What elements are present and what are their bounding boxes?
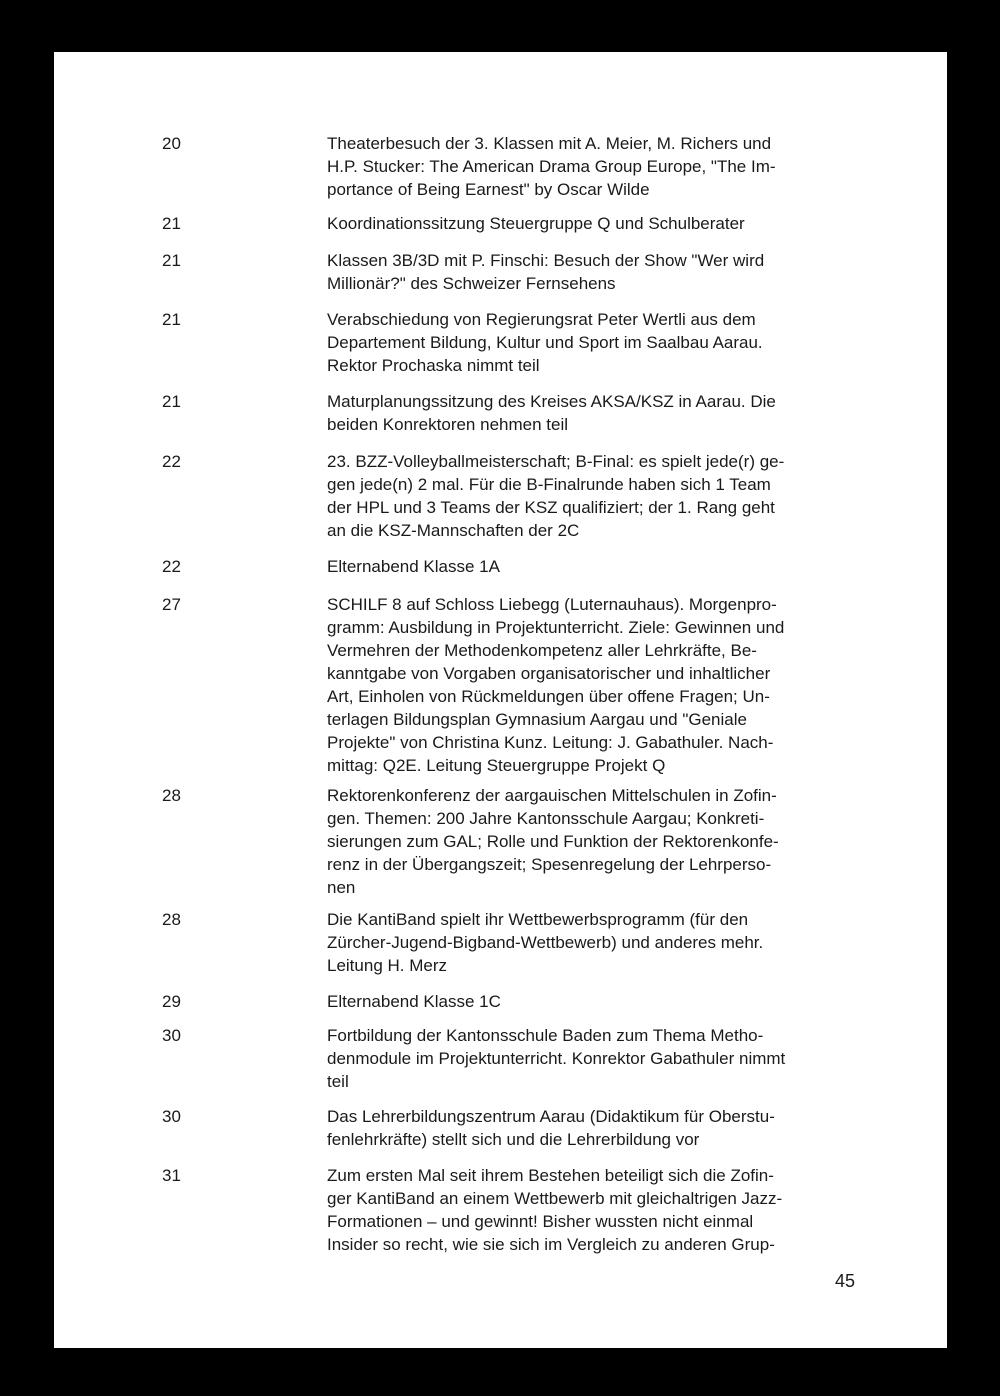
- entry-day: 30: [162, 1026, 181, 1045]
- entry-day: 21: [162, 392, 181, 411]
- entry-text: Klassen 3B/3D mit P. Finschi: Besuch der Show "Wer wird Millionär?" des Schweizer Fernsehens: [327, 251, 765, 293]
- document-page: [54, 52, 947, 1348]
- entry-day: 22: [162, 452, 181, 471]
- entry-day: 21: [162, 214, 181, 233]
- entry-text: Verabschiedung von Regierungsrat Peter Wertli aus dem Departement Bildung, Kultur und Sport im Saalbau Aarau. Rektor Prochaska nimmt teil: [327, 310, 763, 375]
- entry-text: Elternabend Klasse 1C: [327, 992, 501, 1011]
- entry-day: 29: [162, 992, 181, 1011]
- chronicle-list: [54, 52, 947, 1348]
- entry-day: 31: [162, 1166, 181, 1185]
- entry-text: 23. BZZ-Volleyballmeisterschaft; B-Final: es spielt jede(r) ge- gen jede(n) 2 mal. Für die B-Finalrunde haben sich 1 Team der HPL und 3 Teams der KSZ qualifiziert; der 1. Rang geht an die KSZ-Mannschaften der 2C: [327, 452, 785, 540]
- entry-day: 28: [162, 786, 181, 805]
- entry-text: Theaterbesuch der 3. Klassen mit A. Meier, M. Richers und H.P. Stucker: The American Drama Group Europe, "The Im- portance of Being Earnest" by Oscar Wilde: [327, 134, 776, 199]
- entry-text: Rektorenkonferenz der aargauischen Mittelschulen in Zofin- gen. Themen: 200 Jahre Kantonsschule Aargau; Konkreti- sierungen zum GAL; Rolle und Funktion der Rektorenkonfe- renz in der Übergangszeit; Spesenregelung der Lehrperso- nen: [327, 786, 779, 897]
- entry-day: 22: [162, 557, 181, 576]
- entry-day: 27: [162, 595, 181, 614]
- page-number: 45: [834, 1271, 855, 1291]
- entry-day: 20: [162, 134, 181, 153]
- entry-day: 30: [162, 1107, 181, 1126]
- entry-text: SCHILF 8 auf Schloss Liebegg (Luternauhaus). Morgenpro- gramm: Ausbildung in Projektunterricht. Ziele: Gewinnen und Vermehren der Methodenkompetenz aller Lehrkräfte, Be- kanntgabe von Vorgaben organisatorischer und inhaltlicher Art, Einholen von Rückmeldungen über offene Fragen; Un- terlagen Bildungsplan Gymnasium Aargau und "Geniale Projekte" von Christina Kunz. Leitung: J. Gabathuler. Nach- mittag: Q2E. Leitung Steuergruppe Projekt Q: [327, 595, 785, 775]
- entry-text: Elternabend Klasse 1A: [327, 557, 500, 576]
- entry-text: Fortbildung der Kantonsschule Baden zum Thema Metho- denmodule im Projektunterricht. Konrektor Gabathuler nimmt teil: [327, 1026, 786, 1091]
- entry-text: Das Lehrerbildungszentrum Aarau (Didaktikum für Oberstu- fenlehrkräfte) stellt sich und die Lehrerbildung vor: [327, 1107, 775, 1149]
- entry-text: Koordinationssitzung Steuergruppe Q und Schulberater: [327, 214, 745, 233]
- entry-day: 21: [162, 310, 181, 329]
- entry-text: Maturplanungssitzung des Kreises AKSA/KSZ in Aarau. Die beiden Konrektoren nehmen teil: [327, 392, 776, 434]
- scan-speck: [49, 1016, 52, 1019]
- entry-day: 28: [162, 910, 181, 929]
- entry-day: 21: [162, 251, 181, 270]
- entry-text: Die KantiBand spielt ihr Wettbewerbsprogramm (für den Zürcher-Jugend-Bigband-Wettbewerb) und anderes mehr. Leitung H. Merz: [327, 910, 764, 975]
- entry-text: Zum ersten Mal seit ihrem Bestehen beteiligt sich die Zofin- ger KantiBand an einem Wettbewerb mit gleichaltrigen Jazz- Formationen – und gewinnt! Bisher wussten nicht einmal Insider so recht, wie sie sich im Vergleich zu anderen Grup-: [327, 1166, 783, 1254]
